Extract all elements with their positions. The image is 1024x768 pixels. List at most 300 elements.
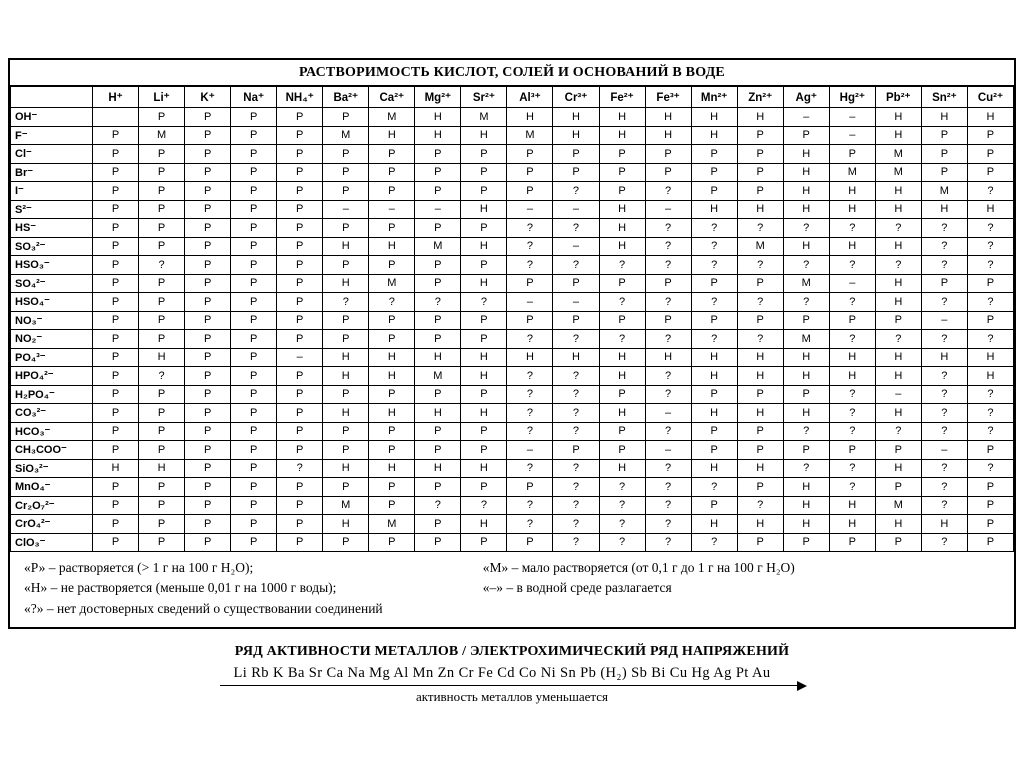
solubility-cell: ? — [967, 459, 1013, 478]
solubility-cell: Н — [875, 404, 921, 423]
solubility-cell: Р — [783, 126, 829, 145]
solubility-cell: Н — [461, 237, 507, 256]
solubility-cell: Р — [553, 163, 599, 182]
solubility-cell: Р — [185, 163, 231, 182]
legend-item-soluble: «Р» – растворяется (> 1 г на 100 г H₂O); — [24, 560, 254, 575]
solubility-cell: Н — [691, 200, 737, 219]
solubility-cell: М — [921, 182, 967, 201]
cation-header: K⁺ — [185, 87, 231, 108]
solubility-cell: Р — [231, 441, 277, 460]
solubility-cell: Р — [599, 145, 645, 164]
solubility-cell: ? — [829, 219, 875, 238]
solubility-cell: Р — [691, 274, 737, 293]
solubility-cell: Р — [461, 182, 507, 201]
solubility-cell: Р — [323, 163, 369, 182]
solubility-cell: Р — [277, 274, 323, 293]
solubility-cell: Н — [323, 274, 369, 293]
solubility-cell: Н — [323, 515, 369, 534]
solubility-cell: Р — [967, 441, 1013, 460]
solubility-cell: Р — [139, 182, 185, 201]
anion-label: CrO₄²⁻ — [11, 515, 93, 534]
solubility-cell: Р — [277, 182, 323, 201]
solubility-cell: ? — [553, 367, 599, 386]
solubility-cell: ? — [921, 533, 967, 552]
solubility-cell: Р — [645, 311, 691, 330]
anion-label: HCO₃⁻ — [11, 422, 93, 441]
solubility-cell: Р — [93, 256, 139, 275]
legend-item-slightly-soluble: «М» – мало растворяется (от 0,1 г до 1 г на 100 г H₂O) — [482, 560, 795, 575]
solubility-cell: Р — [415, 478, 461, 497]
solubility-cell: Р — [599, 385, 645, 404]
solubility-cell: ? — [599, 293, 645, 312]
solubility-cell: ? — [277, 459, 323, 478]
solubility-cell: Р — [93, 367, 139, 386]
solubility-cell: Р — [599, 182, 645, 201]
solubility-cell: Р — [829, 145, 875, 164]
solubility-cell: Р — [93, 163, 139, 182]
solubility-cell: Р — [277, 237, 323, 256]
solubility-cell: ? — [645, 219, 691, 238]
solubility-cell: – — [921, 441, 967, 460]
solubility-cell: ? — [369, 293, 415, 312]
solubility-cell: Н — [783, 515, 829, 534]
solubility-cell: Р — [139, 478, 185, 497]
table-row — [11, 200, 1014, 219]
solubility-cell: ? — [967, 256, 1013, 275]
solubility-cell: Р — [139, 533, 185, 552]
solubility-cell: Р — [277, 422, 323, 441]
solubility-cell: Р — [461, 311, 507, 330]
solubility-cell: ? — [645, 330, 691, 349]
solubility-cell: Р — [737, 311, 783, 330]
solubility-cell: Р — [461, 478, 507, 497]
solubility-cell: Р — [645, 163, 691, 182]
anion-label: CO₃²⁻ — [11, 404, 93, 423]
solubility-cell: Н — [553, 348, 599, 367]
solubility-cell: Н — [829, 200, 875, 219]
solubility-cell: Р — [875, 441, 921, 460]
solubility-cell: Н — [691, 126, 737, 145]
table-row — [11, 108, 1014, 127]
solubility-cell: Р — [737, 145, 783, 164]
table-row — [11, 293, 1014, 312]
solubility-cell: ? — [875, 422, 921, 441]
solubility-cell: Р — [231, 200, 277, 219]
solubility-cell: Р — [93, 422, 139, 441]
solubility-cell: – — [553, 237, 599, 256]
anion-label: NO₂⁻ — [11, 330, 93, 349]
solubility-cell: ? — [645, 256, 691, 275]
solubility-cell: ? — [921, 422, 967, 441]
solubility-cell: ? — [921, 478, 967, 497]
solubility-cell: Н — [875, 367, 921, 386]
solubility-cell: Р — [507, 145, 553, 164]
cation-header: Ca²⁺ — [369, 87, 415, 108]
solubility-cell: Н — [691, 367, 737, 386]
solubility-cell: ? — [829, 385, 875, 404]
solubility-cell: Н — [737, 108, 783, 127]
solubility-cell: Н — [461, 404, 507, 423]
solubility-cell: ? — [921, 404, 967, 423]
cation-header: Li⁺ — [139, 87, 185, 108]
solubility-cell: Н — [691, 515, 737, 534]
solubility-cell: Р — [829, 441, 875, 460]
solubility-cell: М — [461, 108, 507, 127]
solubility-cell: ? — [553, 422, 599, 441]
solubility-cell: ? — [921, 219, 967, 238]
solubility-cell: Н — [829, 515, 875, 534]
solubility-cell: ? — [553, 219, 599, 238]
anion-label: SO₃²⁻ — [11, 237, 93, 256]
solubility-cell: Н — [369, 348, 415, 367]
solubility-cell: ? — [553, 478, 599, 497]
solubility-cell: Р — [185, 515, 231, 534]
solubility-cell: Р — [277, 515, 323, 534]
solubility-cell: Р — [139, 330, 185, 349]
solubility-cell: Р — [461, 145, 507, 164]
solubility-cell: Р — [875, 478, 921, 497]
solubility-cell: Р — [93, 441, 139, 460]
solubility-cell: Р — [737, 385, 783, 404]
solubility-cell: Н — [875, 274, 921, 293]
solubility-cell: – — [507, 441, 553, 460]
solubility-cell: Р — [231, 256, 277, 275]
solubility-cell: Р — [875, 533, 921, 552]
solubility-cell: Р — [875, 311, 921, 330]
solubility-cell: М — [415, 367, 461, 386]
solubility-cell: Р — [691, 145, 737, 164]
solubility-cell: ? — [921, 459, 967, 478]
solubility-cell: ? — [507, 422, 553, 441]
cation-header: Pb²⁺ — [875, 87, 921, 108]
solubility-cell: Р — [277, 367, 323, 386]
solubility-cell: Р — [277, 108, 323, 127]
solubility-cell: Р — [185, 237, 231, 256]
solubility-cell: М — [139, 126, 185, 145]
solubility-cell: Н — [875, 200, 921, 219]
solubility-cell: Н — [783, 348, 829, 367]
solubility-cell: Р — [93, 330, 139, 349]
solubility-cell: ? — [691, 237, 737, 256]
solubility-cell: ? — [829, 459, 875, 478]
solubility-cell: Р — [691, 182, 737, 201]
solubility-cell: Р — [93, 496, 139, 515]
solubility-cell: Н — [783, 496, 829, 515]
cation-header: Fe²⁺ — [599, 87, 645, 108]
solubility-cell: Н — [461, 348, 507, 367]
header-row — [11, 87, 1014, 108]
cation-header: Mn²⁺ — [691, 87, 737, 108]
solubility-cell: Р — [323, 478, 369, 497]
solubility-cell: Н — [93, 459, 139, 478]
solubility-cell: Р — [277, 441, 323, 460]
solubility-cell: Р — [737, 478, 783, 497]
solubility-cell: ? — [967, 422, 1013, 441]
solubility-cell: М — [875, 145, 921, 164]
table-row — [11, 385, 1014, 404]
solubility-cell: – — [829, 108, 875, 127]
solubility-cell: Р — [921, 274, 967, 293]
solubility-cell: Р — [139, 293, 185, 312]
solubility-cell: – — [783, 108, 829, 127]
cation-header: Na⁺ — [231, 87, 277, 108]
solubility-cell: Р — [967, 163, 1013, 182]
solubility-cell: Н — [553, 108, 599, 127]
solubility-cell: Р — [277, 163, 323, 182]
table-row — [11, 515, 1014, 534]
cation-header: Ba²⁺ — [323, 87, 369, 108]
solubility-cell: – — [507, 200, 553, 219]
solubility-cell: Н — [737, 459, 783, 478]
solubility-cell: Р — [737, 274, 783, 293]
solubility-cell: ? — [553, 533, 599, 552]
solubility-cell: ? — [921, 496, 967, 515]
solubility-cell: Р — [599, 163, 645, 182]
solubility-cell: Н — [829, 237, 875, 256]
solubility-cell: Р — [185, 182, 231, 201]
solubility-cell: – — [507, 293, 553, 312]
solubility-cell: Р — [323, 441, 369, 460]
solubility-cell: М — [737, 237, 783, 256]
solubility-cell: Р — [277, 533, 323, 552]
solubility-cell: Р — [691, 385, 737, 404]
solubility-table-frame — [8, 58, 1016, 629]
solubility-cell: Р — [93, 274, 139, 293]
solubility-cell: Р — [323, 256, 369, 275]
solubility-cell: Р — [369, 441, 415, 460]
cation-header: Cu²⁺ — [967, 87, 1013, 108]
anion-label: H₂PO₄⁻ — [11, 385, 93, 404]
solubility-cell: Н — [645, 126, 691, 145]
solubility-cell: Р — [507, 478, 553, 497]
solubility-cell: ? — [691, 219, 737, 238]
solubility-cell: Р — [277, 311, 323, 330]
solubility-cell: Р — [323, 182, 369, 201]
solubility-cell: ? — [507, 459, 553, 478]
solubility-cell: Р — [277, 200, 323, 219]
solubility-cell: Р — [93, 385, 139, 404]
solubility-cell: Р — [369, 219, 415, 238]
solubility-cell: Н — [783, 478, 829, 497]
solubility-cell: Р — [415, 219, 461, 238]
solubility-cell: Р — [967, 515, 1013, 534]
solubility-cell: Н — [461, 515, 507, 534]
solubility-cell: Н — [369, 459, 415, 478]
arrow-right-icon — [797, 681, 807, 691]
solubility-cell: ? — [829, 404, 875, 423]
solubility-cell: ? — [967, 219, 1013, 238]
solubility-cell: Р — [415, 330, 461, 349]
solubility-cell: ? — [507, 330, 553, 349]
solubility-cell: Н — [323, 404, 369, 423]
solubility-cell: ? — [323, 293, 369, 312]
solubility-cell: Р — [231, 348, 277, 367]
anion-label: ClO₃⁻ — [11, 533, 93, 552]
solubility-cell: Р — [139, 237, 185, 256]
solubility-cell: ? — [691, 293, 737, 312]
solubility-cell: Н — [369, 237, 415, 256]
solubility-cell: Н — [875, 237, 921, 256]
solubility-cell: Р — [277, 293, 323, 312]
anion-label: Cl⁻ — [11, 145, 93, 164]
solubility-cell: ? — [645, 478, 691, 497]
solubility-cell: Р — [599, 274, 645, 293]
solubility-cell: Р — [921, 126, 967, 145]
table-row — [11, 256, 1014, 275]
solubility-cell: Р — [599, 441, 645, 460]
solubility-cell: ? — [599, 478, 645, 497]
solubility-cell: Н — [369, 126, 415, 145]
solubility-cell: Р — [185, 330, 231, 349]
solubility-cell: Р — [461, 256, 507, 275]
anion-label: I⁻ — [11, 182, 93, 201]
solubility-cell: Р — [277, 256, 323, 275]
solubility-cell: Р — [645, 274, 691, 293]
solubility-cell: Р — [369, 330, 415, 349]
solubility-cell: Р — [829, 311, 875, 330]
solubility-cell: ? — [553, 330, 599, 349]
solubility-cell: Р — [829, 533, 875, 552]
solubility-cell: Р — [369, 145, 415, 164]
solubility-cell: ? — [645, 515, 691, 534]
solubility-cell: Н — [599, 459, 645, 478]
solubility-cell: ? — [967, 404, 1013, 423]
anion-label: Br⁻ — [11, 163, 93, 182]
solubility-cell: Р — [185, 274, 231, 293]
solubility-cell: Р — [967, 311, 1013, 330]
solubility-cell: Р — [967, 533, 1013, 552]
solubility-cell: ? — [921, 367, 967, 386]
solubility-cell: ? — [783, 219, 829, 238]
solubility-cell: Р — [507, 182, 553, 201]
solubility-cell: ? — [783, 293, 829, 312]
solubility-cell: Н — [323, 237, 369, 256]
solubility-cell: Р — [507, 311, 553, 330]
solubility-cell: Р — [185, 459, 231, 478]
solubility-cell: Р — [93, 348, 139, 367]
solubility-cell: Р — [737, 533, 783, 552]
cation-header: Hg²⁺ — [829, 87, 875, 108]
solubility-cell: Н — [829, 348, 875, 367]
solubility-cell: Р — [231, 515, 277, 534]
solubility-cell: Р — [553, 145, 599, 164]
table-row — [11, 404, 1014, 423]
solubility-cell: ? — [645, 367, 691, 386]
solubility-cell: Н — [369, 404, 415, 423]
solubility-cell: ? — [645, 385, 691, 404]
solubility-cell: Р — [93, 219, 139, 238]
solubility-cell: ? — [921, 293, 967, 312]
solubility-cell: Н — [783, 163, 829, 182]
solubility-cell: Р — [139, 200, 185, 219]
solubility-cell: Р — [231, 496, 277, 515]
solubility-cell: Р — [323, 108, 369, 127]
solubility-cell: Р — [139, 145, 185, 164]
solubility-cell: ? — [783, 256, 829, 275]
table-row — [11, 311, 1014, 330]
solubility-cell: – — [553, 200, 599, 219]
legend — [10, 552, 1014, 627]
solubility-cell: ? — [599, 515, 645, 534]
solubility-cell: Р — [415, 145, 461, 164]
solubility-cell: Р — [415, 533, 461, 552]
solubility-cell: Н — [507, 348, 553, 367]
solubility-cell: Н — [875, 348, 921, 367]
solubility-cell: Р — [185, 108, 231, 127]
solubility-cell: ? — [875, 219, 921, 238]
solubility-cell: ? — [645, 293, 691, 312]
solubility-cell: Р — [185, 145, 231, 164]
solubility-cell: ? — [415, 496, 461, 515]
solubility-cell: Р — [231, 293, 277, 312]
solubility-cell: Н — [737, 348, 783, 367]
anion-label: HSO₄⁻ — [11, 293, 93, 312]
solubility-cell: Р — [369, 533, 415, 552]
solubility-cell: Н — [599, 126, 645, 145]
solubility-cell: Р — [93, 478, 139, 497]
table-row — [11, 145, 1014, 164]
solubility-cell: Р — [507, 533, 553, 552]
solubility-cell: Р — [277, 385, 323, 404]
solubility-cell: Р — [691, 163, 737, 182]
solubility-cell: Н — [369, 367, 415, 386]
solubility-cell: Р — [323, 311, 369, 330]
solubility-cell: ? — [461, 293, 507, 312]
solubility-cell: Н — [323, 459, 369, 478]
solubility-cell: Р — [553, 441, 599, 460]
solubility-cell: ? — [553, 496, 599, 515]
solubility-cell: Н — [461, 367, 507, 386]
solubility-cell: Н — [415, 126, 461, 145]
solubility-cell: Р — [323, 422, 369, 441]
solubility-cell: ? — [783, 422, 829, 441]
table-row — [11, 496, 1014, 515]
anion-label: HS⁻ — [11, 219, 93, 238]
solubility-cell: ? — [599, 496, 645, 515]
solubility-cell: Р — [185, 496, 231, 515]
solubility-cell: Н — [599, 404, 645, 423]
solubility-cell: Р — [369, 256, 415, 275]
solubility-cell: Н — [783, 404, 829, 423]
solubility-cell: Н — [875, 459, 921, 478]
solubility-cell: ? — [921, 237, 967, 256]
solubility-cell: Р — [691, 311, 737, 330]
solubility-cell: Р — [231, 533, 277, 552]
solubility-cell: Н — [921, 200, 967, 219]
table-row — [11, 478, 1014, 497]
legend-item-insoluble: «Н» – не растворяется (меньше 0,01 г на 1000 г воды); — [24, 580, 337, 596]
solubility-cell: Н — [645, 108, 691, 127]
solubility-cell: М — [875, 496, 921, 515]
solubility-cell: Н — [829, 367, 875, 386]
solubility-cell: Н — [139, 348, 185, 367]
cation-header: NH₄⁺ — [277, 87, 323, 108]
solubility-cell: Н — [829, 496, 875, 515]
solubility-cell: Р — [139, 496, 185, 515]
cation-header: Zn²⁺ — [737, 87, 783, 108]
table-row — [11, 533, 1014, 552]
solubility-cell: Н — [967, 200, 1013, 219]
table-row — [11, 163, 1014, 182]
solubility-table — [10, 86, 1014, 552]
solubility-cell: ? — [921, 330, 967, 349]
table-row — [11, 237, 1014, 256]
solubility-cell: Р — [921, 145, 967, 164]
solubility-cell: Р — [369, 422, 415, 441]
solubility-cell: Р — [139, 385, 185, 404]
solubility-cell: Р — [231, 274, 277, 293]
solubility-cell: Р — [139, 404, 185, 423]
